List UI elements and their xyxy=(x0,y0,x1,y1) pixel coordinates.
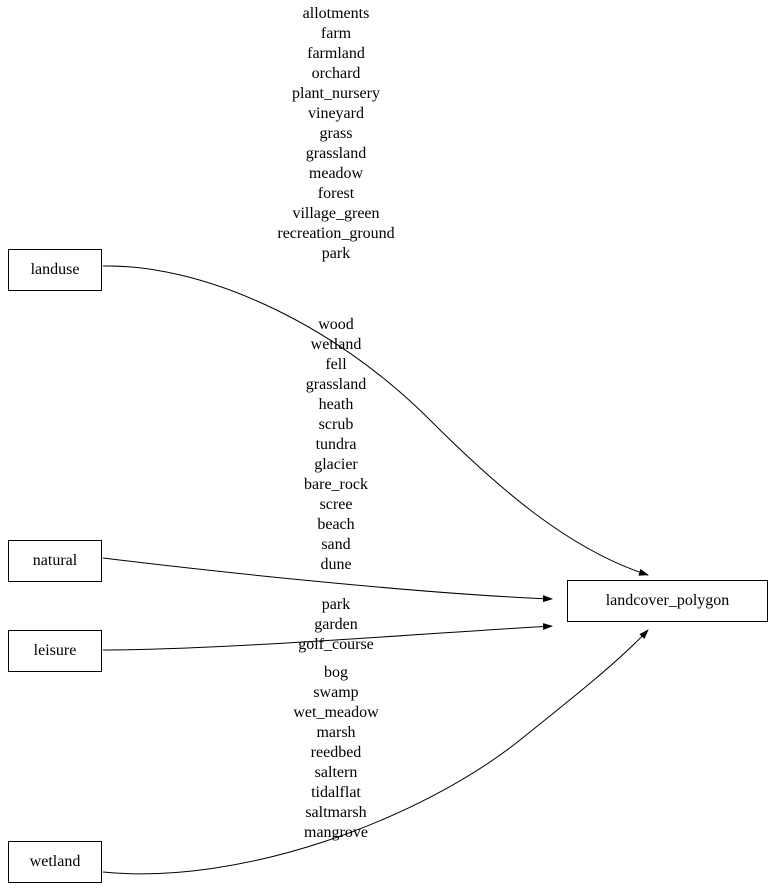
edge-label: grassland xyxy=(305,145,367,162)
edge-label: glacier xyxy=(314,456,358,473)
edge-label: farmland xyxy=(307,45,365,62)
edge-label: mangrove xyxy=(304,824,368,841)
node-wetland[interactable] xyxy=(8,841,102,883)
edge-label: village_green xyxy=(292,205,380,222)
edge-label: plant_nursery xyxy=(292,85,380,102)
edge-label: saltern xyxy=(314,764,358,781)
edge-label: farm xyxy=(320,25,352,42)
node-natural[interactable] xyxy=(8,540,102,582)
edge-label: park xyxy=(321,596,351,613)
edge-label: scree xyxy=(319,496,353,513)
edge-label: wood xyxy=(318,316,354,333)
edge-label: heath xyxy=(318,396,354,413)
edge-label: wetland xyxy=(310,336,362,353)
edge-label: beach xyxy=(317,516,355,533)
edge-label: swamp xyxy=(313,684,359,701)
edge-label: bare_rock xyxy=(304,476,368,493)
node-label: landuse xyxy=(30,261,80,278)
edge-label: golf_course xyxy=(298,636,374,653)
edge-label: meadow xyxy=(308,165,364,182)
edge-label: forest xyxy=(317,185,355,202)
node-leisure[interactable] xyxy=(8,630,102,672)
edge-label: grass xyxy=(319,125,353,142)
node-label: landcover_polygon xyxy=(605,592,730,609)
edge-label: park xyxy=(321,245,351,262)
edge-label: reedbed xyxy=(310,744,362,761)
node-label: leisure xyxy=(33,642,77,659)
edge-label: marsh xyxy=(316,724,356,741)
edge-label-group-landuse xyxy=(236,4,436,264)
edge-label: dune xyxy=(320,556,352,573)
edge-label: tundra xyxy=(315,436,357,453)
edge-label: wet_meadow xyxy=(293,704,379,721)
node-label: natural xyxy=(32,552,78,569)
edge-label: sand xyxy=(321,536,351,553)
node-label: wetland xyxy=(29,853,81,870)
node-landuse[interactable] xyxy=(8,249,102,291)
edge-label: fell xyxy=(325,356,347,373)
edge-label-group-wetland xyxy=(236,663,436,843)
edge-label: orchard xyxy=(311,65,361,82)
edge-label-group-natural xyxy=(236,315,436,575)
node-landcover-polygon[interactable] xyxy=(567,580,768,622)
edge-label: tidalflat xyxy=(311,784,361,801)
edge-label: allotments xyxy=(302,5,370,22)
edge-label: grassland xyxy=(305,376,367,393)
edge-label: bog xyxy=(324,664,348,681)
edge-label-group-leisure xyxy=(236,595,436,655)
edge-label: vineyard xyxy=(308,105,364,122)
edge-label: garden xyxy=(314,616,358,633)
edge-label: recreation_ground xyxy=(277,225,395,242)
edge-label: saltmarsh xyxy=(305,804,367,821)
edge-label: scrub xyxy=(318,416,354,433)
